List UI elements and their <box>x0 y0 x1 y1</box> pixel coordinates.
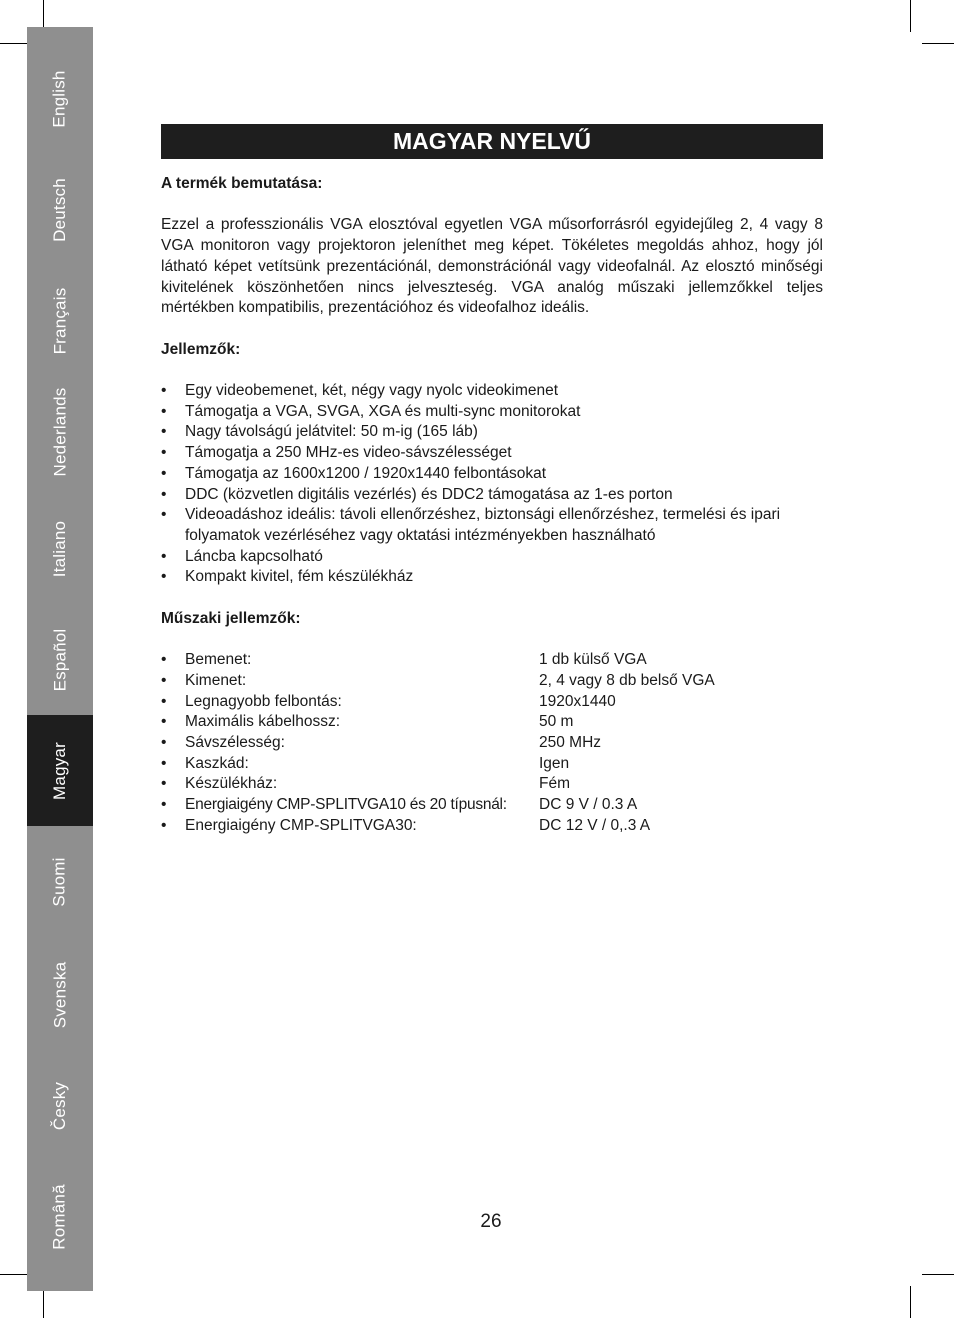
page-title: MAGYAR NYELVŰ <box>161 124 823 159</box>
intro-heading: A termék bemutatása: <box>161 175 323 192</box>
lang-tab-label: Suomi <box>50 856 69 907</box>
main-content <box>161 174 823 836</box>
lang-tab-label: Česky <box>49 1081 69 1130</box>
list-item: • Videoadáshoz ideális: távoli ellenőrzéshez, biztonsági ellenőrzéshez, termelési és ipari folyamatok vezérléséhez vagy oktatási intézményekben használható <box>161 505 823 546</box>
lang-tab-suomi[interactable] <box>27 826 93 937</box>
spec-label: • Maximális kábelhossz: <box>185 713 341 731</box>
spec-value: DC 12 V / 0,.3 A <box>539 816 651 834</box>
spec-value: Fém <box>539 775 570 793</box>
language-sidebar <box>27 27 93 1291</box>
spec-row <box>161 816 823 837</box>
lang-tab-nederlands[interactable] <box>27 376 93 487</box>
lang-tab-label: Deutsch <box>49 177 69 242</box>
lang-tab-label: Nederlands <box>50 387 70 476</box>
list-item: • Támogatja a VGA, SVGA, XGA és multi-sync monitorokat <box>161 402 823 423</box>
spec-value: DC 9 V / 0.3 A <box>539 796 638 814</box>
spec-row <box>161 671 823 692</box>
spec-row <box>161 754 823 775</box>
lang-tab-cesky[interactable] <box>27 1050 93 1161</box>
lang-tab-francais[interactable] <box>27 265 93 376</box>
specs-heading: Műszaki jellemzők: <box>161 609 301 627</box>
spec-label: • Sávszélesség: <box>185 733 285 751</box>
list-item: • Nagy távolságú jelátvitel: 50 m-ig (165 láb) <box>161 422 823 443</box>
list-item: • Egy videobemenet, két, négy vagy nyolc videokimenet <box>161 381 823 402</box>
page-number: 26 <box>480 1211 502 1232</box>
lang-tab-espanol[interactable] <box>27 604 93 715</box>
spec-label: • Kimenet: <box>185 671 247 689</box>
features-list <box>161 381 823 588</box>
spec-row <box>161 712 823 733</box>
lang-tab-label: Español <box>50 628 69 691</box>
spec-value: 1920x1440 <box>539 692 616 710</box>
spec-row <box>161 650 823 671</box>
spec-row <box>161 733 823 754</box>
spec-label: • Bemenet: <box>185 651 252 669</box>
spec-row <box>161 774 823 795</box>
spec-label: • Kaszkád: <box>185 754 249 772</box>
lang-tab-label: Română <box>50 1183 69 1250</box>
lang-tab-romana[interactable] <box>27 1161 93 1272</box>
spec-row <box>161 692 823 713</box>
spec-value: 250 MHz <box>539 733 602 751</box>
spec-row <box>161 795 823 816</box>
spec-label: • Energiaigény CMP-SPLITVGA30: <box>185 816 417 834</box>
specs-list <box>161 650 823 836</box>
lang-tab-label: English <box>49 69 69 128</box>
spec-label: • Energiaigény CMP-SPLITVGA10 és 20 típusnál: <box>185 796 507 814</box>
lang-tab-svenska[interactable] <box>27 939 93 1050</box>
spec-value: 1 db külső VGA <box>539 651 647 669</box>
list-item: • Támogatja az 1600x1200 / 1920x1440 felbontásokat <box>161 464 823 485</box>
crop-mark <box>922 1274 954 1275</box>
lang-tab-deutsch[interactable] <box>27 154 93 265</box>
list-item: • DDC (közvetlen digitális vezérlés) és DDC2 támogatása az 1-es porton <box>161 485 823 506</box>
lang-tab-label: Svenska <box>50 961 70 1028</box>
intro-paragraph: Ezzel a professzionális VGA elosztóval egyetlen VGA műsorforrásról egyidejűleg 2, 4 vagy 8 VGA monitoron vagy projektoron jeleníthet meg képet. Tökéletes megoldás ahhoz, hogy jól látható képet vetítsünk prezentációnál, demonstrációnál vagy videofalnál. Az elosztó minőségi kivitelének köszönhetően nincs jelveszteség. VGA analóg műszaki jellemzőkkel teljes mértékben kompatibilis, prezentációhoz és videofalhoz ideális. <box>161 216 823 317</box>
spec-value: Igen <box>539 754 570 772</box>
lang-tab-italiano[interactable] <box>27 493 93 604</box>
crop-mark <box>922 43 954 44</box>
spec-label: • Legnagyobb felbontás: <box>185 692 342 710</box>
list-item: • Támogatja a 250 MHz-es video-sávszélességet <box>161 443 823 464</box>
lang-tab-english[interactable] <box>27 43 93 154</box>
lang-tab-label: Français <box>50 287 70 354</box>
lang-tab-magyar[interactable] <box>27 715 93 826</box>
lang-tab-label: Magyar <box>49 741 69 800</box>
crop-mark <box>910 1286 911 1318</box>
spec-label: • Készülékház: <box>185 775 278 793</box>
list-item: • Láncba kapcsolható <box>161 547 823 568</box>
crop-mark <box>910 0 911 32</box>
lang-tab-label: Italiano <box>49 520 69 577</box>
list-item: • Kompakt kivitel, fém készülékház <box>161 567 823 588</box>
features-heading: Jellemzők: <box>161 340 241 358</box>
spec-value: 2, 4 vagy 8 db belső VGA <box>539 671 715 689</box>
spec-value: 50 m <box>539 713 574 731</box>
